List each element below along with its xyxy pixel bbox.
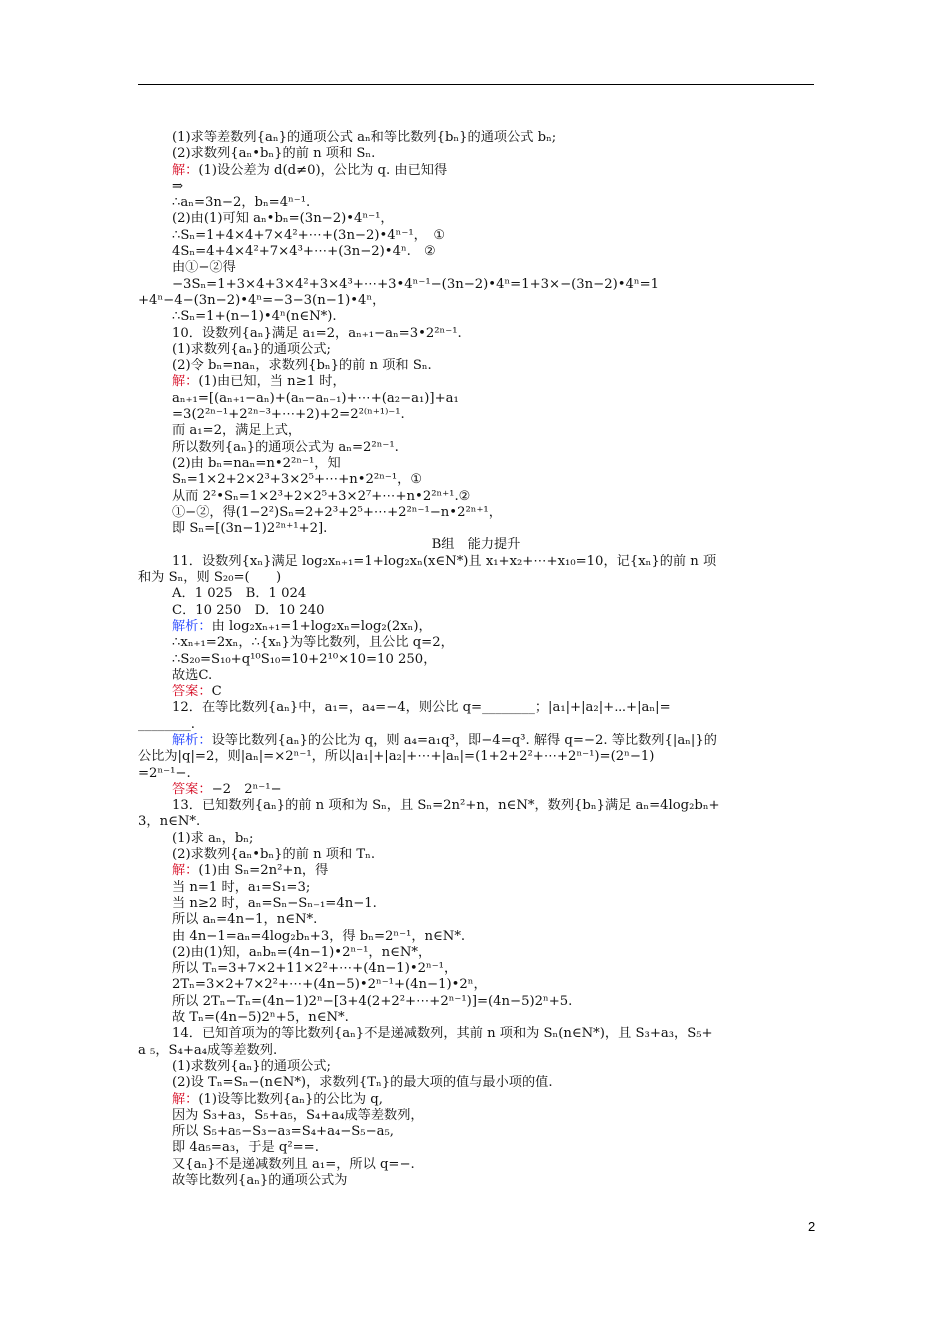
line-text: +4ⁿ−4−(3n−2)•4ⁿ=−3−3(n−1)•4ⁿ， <box>138 292 386 308</box>
line-text: ∴Sₙ=1+(n−1)•4ⁿ(n∈N*). <box>172 309 337 325</box>
solution-label: 解析： <box>172 732 212 748</box>
text-line <box>138 977 814 993</box>
text-line <box>138 1059 814 1075</box>
line-text: 和为 Sₙ，则 S₂₀=( ) <box>138 570 282 586</box>
text-line <box>138 391 814 407</box>
text-line <box>138 228 814 244</box>
text-line <box>138 847 814 863</box>
line-text: 当 n=1 时，a₁=S₁=3; <box>172 879 311 895</box>
text-line <box>138 260 814 276</box>
line-text: a ₅，S₄+a₄成等差数列. <box>138 1042 278 1058</box>
line-text: (1)求等差数列{aₙ}的通项公式 aₙ和等比数列{bₙ}的通项公式 bₙ; <box>172 130 557 145</box>
line-text: 因为 S₃+a₃，S₅+a₅，S₄+a₄成等差数列， <box>172 1107 424 1123</box>
text-line <box>138 749 814 765</box>
text-line <box>138 798 814 814</box>
text-line <box>138 766 814 782</box>
line-text: ∴S₂₀=S₁₀+q¹⁰S₁₀=10+2¹⁰×10=10 250， <box>172 651 437 667</box>
text-line <box>138 309 814 325</box>
text-line <box>138 326 814 342</box>
line-text: ⇒ <box>172 178 184 194</box>
text-line <box>138 423 814 439</box>
line-text: 12．在等比数列{aₙ}中，a₁=，a₄=−4，则公比 q=________；|a₁|+|a₂|+⋯+|aₙ|= <box>172 700 671 716</box>
line-text: 2Tₙ=3×2+7×2²+⋯+(4n−5)•2ⁿ⁻¹+(4n−1)•2ⁿ， <box>172 977 487 993</box>
line-text: 4Sₙ=4+4×4²+7×4³+⋯+(3n−2)•4ⁿ. ② <box>172 244 436 260</box>
text-line <box>138 1108 814 1124</box>
line-text: 公比为|q|=2，则|aₙ|=×2ⁿ⁻¹，所以|a₁|+|a₂|+⋯+|aₙ|=(1+2+2²+⋯+2ⁿ⁻¹)=(2ⁿ−1) <box>138 749 655 765</box>
solution-label: 解： <box>172 374 199 390</box>
line-text: (2)由(1)知，aₙbₙ=(4n−1)•2ⁿ⁻¹，n∈N*， <box>172 944 432 960</box>
text-line <box>138 717 814 733</box>
text-line <box>138 1173 814 1189</box>
line-text: 由①−②得 <box>172 260 236 276</box>
text-line <box>138 700 814 716</box>
line-text: aₙ₊₁=[(aₙ₊₁−aₙ)+(aₙ−aₙ₋₁)+⋯+(a₂−a₁)]+a₁ <box>172 390 459 406</box>
text-line <box>138 342 814 358</box>
text-line <box>138 554 814 570</box>
text-line <box>138 244 814 260</box>
line-text: (1)求数列{aₙ}的通项公式; <box>172 1058 331 1074</box>
line-text: (2)由 bₙ=naₙ=n•2²ⁿ⁻¹，知 <box>172 455 341 471</box>
document-body <box>138 130 814 1189</box>
line-text: 3，n∈N*. <box>138 814 201 830</box>
text-line <box>138 472 814 488</box>
line-text: 故选C. <box>172 667 213 683</box>
text-line <box>138 668 814 684</box>
line-text: 而 a₁=2，满足上式， <box>172 423 302 439</box>
line-text: (2)由(1)可知 aₙ•bₙ=(3n−2)•4ⁿ⁻¹， <box>172 211 394 227</box>
text-line <box>138 896 814 912</box>
text-line <box>138 1092 814 1108</box>
text-line <box>138 994 814 1010</box>
text-line <box>138 586 814 602</box>
page-number: 2 <box>808 1219 816 1234</box>
line-text: (2)求数列{aₙ•bₙ}的前 n 项和 Sₙ. <box>172 146 376 162</box>
line-text: (1)由已知，当 n≥1 时， <box>198 374 346 390</box>
text-line <box>138 603 814 619</box>
line-text: A．1 025 B．1 024 <box>172 586 307 602</box>
line-text: (1)设等比数列{aₙ}的公比为 q, <box>198 1091 383 1107</box>
line-text: ①−②，得(1−2²)Sₙ=2+2³+2⁵+⋯+2²ⁿ⁻¹−n•2²ⁿ⁺¹， <box>172 504 502 520</box>
text-line <box>138 961 814 977</box>
text-line <box>138 211 814 227</box>
line-text: C <box>211 684 222 700</box>
text-line <box>138 130 814 146</box>
text-line <box>138 733 814 749</box>
line-text: (1)求数列{aₙ}的通项公式; <box>172 341 331 357</box>
text-line <box>138 1157 814 1173</box>
line-text: 所以 S₅+a₅−S₃−a₃=S₄+a₄−S₅−a₅, <box>172 1124 394 1140</box>
line-text: −2 2ⁿ⁻¹− <box>211 781 282 797</box>
line-text: −3Sₙ=1+3×4+3×4²+3×4³+⋯+3•4ⁿ⁻¹−(3n−2)•4ⁿ=1+3×−(3n−2)•4ⁿ=1 <box>172 276 660 292</box>
text-line <box>138 782 814 798</box>
text-line <box>138 489 814 505</box>
line-text: ∴xₙ₊₁=2xₙ，∴{xₙ}为等比数列，且公比 q=2， <box>172 635 454 651</box>
text-line <box>138 570 814 586</box>
line-text: 从而 2²•Sₙ=1×2³+2×2⁵+3×2⁷+⋯+n•2²ⁿ⁺¹.② <box>172 488 471 504</box>
text-line <box>138 1026 814 1042</box>
text-line <box>138 684 814 700</box>
solution-label: 解： <box>172 863 199 879</box>
solution-label: 解析： <box>172 618 212 634</box>
text-line <box>138 1124 814 1140</box>
solution-label: 答案： <box>172 781 212 797</box>
text-line <box>138 880 814 896</box>
text-line <box>138 912 814 928</box>
text-line <box>138 293 814 309</box>
text-line <box>138 652 814 668</box>
line-text: 10．设数列{aₙ}满足 a₁=2，aₙ₊₁−aₙ=3•2²ⁿ⁻¹. <box>172 325 462 341</box>
text-line <box>138 505 814 521</box>
line-text: 故等比数列{aₙ}的通项公式为 <box>172 1173 348 1188</box>
solution-label: 答案： <box>172 684 212 700</box>
text-line <box>138 163 814 179</box>
text-line <box>138 1140 814 1156</box>
line-text: 由 4n−1=aₙ=4log₂bₙ+3，得 bₙ=2ⁿ⁻¹，n∈N*. <box>172 928 466 944</box>
line-text: 11．设数列{xₙ}满足 log₂xₙ₊₁=1+log₂xₙ(x∈N*)且 x₁+x₂+⋯+x₁₀=10，记{xₙ}的前 n 项 <box>172 553 717 569</box>
text-line <box>138 863 814 879</box>
text-line <box>138 179 814 195</box>
line-text: 13．已知数列{aₙ}的前 n 项和为 Sₙ，且 Sₙ=2n²+n，n∈N*，数列{bₙ}满足 aₙ=4log₂bₙ+ <box>172 798 720 814</box>
text-line <box>138 1043 814 1059</box>
text-line <box>138 146 814 162</box>
line-text: (2)设 Tₙ=Sₙ−(n∈N*)，求数列{Tₙ}的最大项的值与最小项的值. <box>172 1075 553 1091</box>
line-text: ________. <box>138 716 195 732</box>
solution-label: 解： <box>172 162 199 178</box>
line-text: 所以 Tₙ=3+7×2+11×2²+⋯+(4n−1)•2ⁿ⁻¹， <box>172 961 458 977</box>
text-line <box>138 195 814 211</box>
text-line <box>138 814 814 830</box>
line-text: 故 Tₙ=(4n−5)2ⁿ+5，n∈N*. <box>172 1010 349 1026</box>
header-rule <box>138 84 814 85</box>
line-text: 所以 aₙ=4n−1，n∈N*. <box>172 912 318 928</box>
line-text: (2)求数列{aₙ•bₙ}的前 n 项和 Tₙ. <box>172 847 376 863</box>
text-line <box>138 537 814 553</box>
line-text: =2ⁿ⁻¹−. <box>138 765 191 781</box>
text-line <box>138 374 814 390</box>
line-text: 所以 2Tₙ−Tₙ=(4n−1)2ⁿ−[3+4(2+2²+⋯+2ⁿ⁻¹)]=(4n−5)2ⁿ+5. <box>172 993 573 1009</box>
line-text: 即 Sₙ=[(3n−1)2²ⁿ⁺¹+2]. <box>172 521 328 537</box>
text-line <box>138 635 814 651</box>
line-text: =3(2²ⁿ⁻¹+2²ⁿ⁻³+⋯+2)+2=2²⁽ⁿ⁺¹⁾⁻¹. <box>172 407 405 423</box>
text-line <box>138 521 814 537</box>
line-text: 即 4a₅=a₃，于是 q²==. <box>172 1140 319 1156</box>
line-text: 所以数列{aₙ}的通项公式为 aₙ=2²ⁿ⁻¹. <box>172 439 399 455</box>
line-text: 又{aₙ}不是递减数列且 a₁=，所以 q=−. <box>172 1156 415 1172</box>
line-text: (1)设公差为 d(d≠0)，公比为 q. 由已知得 <box>198 162 448 178</box>
text-line <box>138 440 814 456</box>
text-line <box>138 1010 814 1026</box>
text-line <box>138 277 814 293</box>
text-line <box>138 358 814 374</box>
text-line <box>138 619 814 635</box>
line-text: 当 n≥2 时，aₙ=Sₙ−Sₙ₋₁=4n−1. <box>172 895 377 911</box>
line-text: (1)求 aₙ，bₙ; <box>172 830 254 846</box>
line-text: ∴aₙ=3n−2，bₙ=4ⁿ⁻¹. <box>172 195 311 211</box>
line-text: 14．已知首项为的等比数列{aₙ}不是递减数列，其前 n 项和为 Sₙ(n∈N*)，且 S₃+a₃，S₅+ <box>172 1026 713 1042</box>
line-text: ∴Sₙ=1+4×4+7×4²+⋯+(3n−2)•4ⁿ⁻¹， ① <box>172 227 446 243</box>
text-line <box>138 407 814 423</box>
line-text: 设等比数列{aₙ}的公比为 q，则 a₄=a₁q³，即−4=q³. 解得 q=−2. 等比数列{|aₙ|}的 <box>211 732 717 748</box>
line-text: C．10 250 D．10 240 <box>172 602 325 618</box>
text-line <box>138 456 814 472</box>
text-line <box>138 945 814 961</box>
line-text: 由 log₂xₙ₊₁=1+log₂xₙ=log₂(2xₙ)， <box>211 618 432 634</box>
line-text: B组 能力提升 <box>431 537 521 553</box>
solution-label: 解： <box>172 1091 199 1107</box>
text-line <box>138 929 814 945</box>
text-line <box>138 831 814 847</box>
line-text: (2)令 bₙ=naₙ，求数列{bₙ}的前 n 项和 Sₙ. <box>172 358 432 374</box>
line-text: (1)由 Sₙ=2n²+n，得 <box>198 863 329 879</box>
line-text: Sₙ=1×2+2×2³+3×2⁵+⋯+n•2²ⁿ⁻¹，① <box>172 472 423 488</box>
text-line <box>138 1075 814 1091</box>
